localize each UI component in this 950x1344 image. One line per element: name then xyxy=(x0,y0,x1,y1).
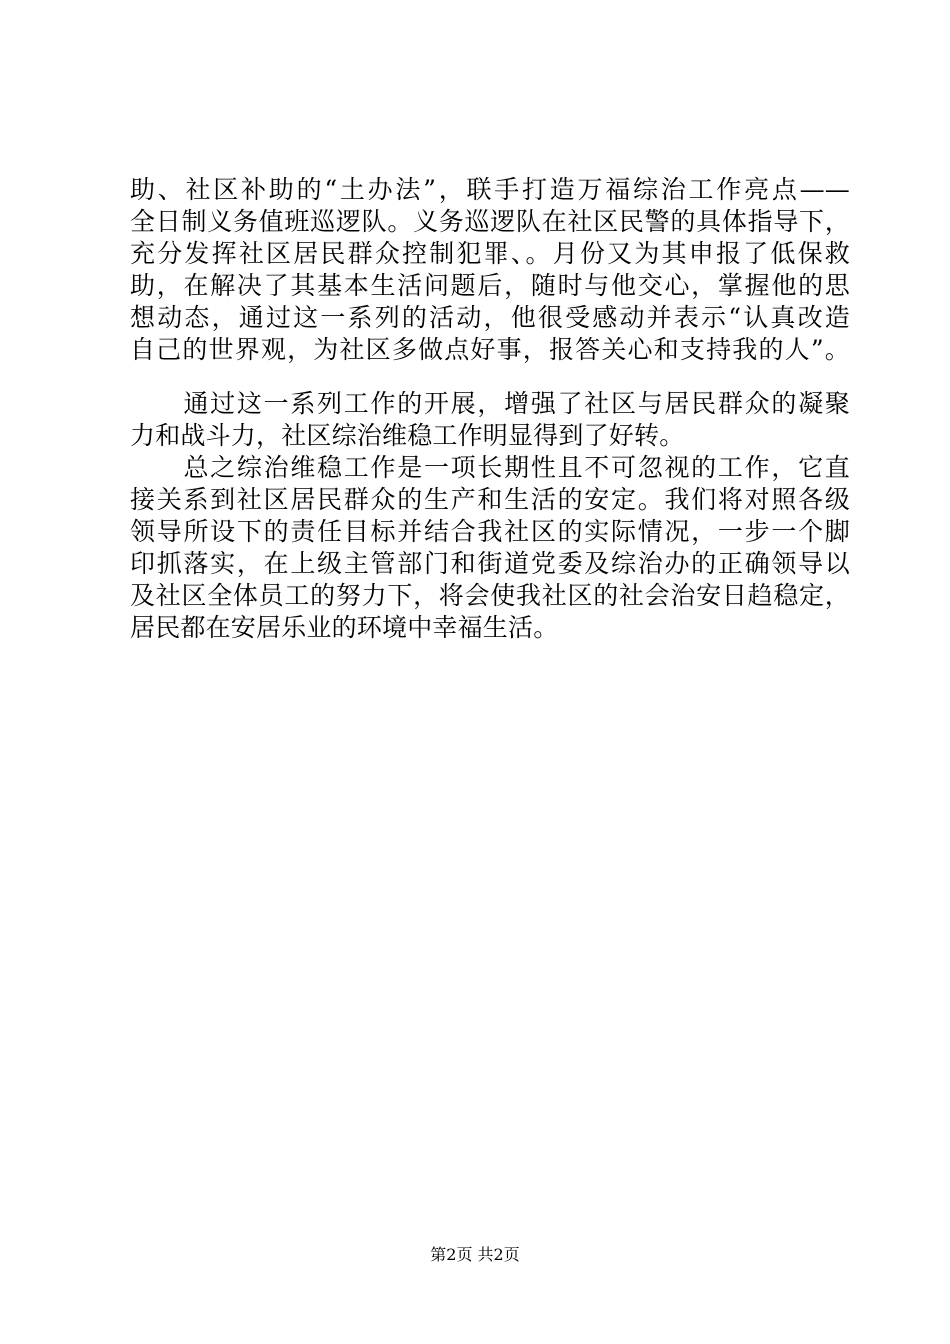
text-line: 助、社区补助的“土办法”，联手打造万福综治工作亮点—— xyxy=(130,175,850,204)
text-line: 领导所设下的责任目标并结合我社区的实际情况，一步一个脚 xyxy=(130,517,850,546)
text-line: 自己的世界观，为社区多做点好事，报答关心和支持我的人”。 xyxy=(130,335,850,364)
page-footer: 第2页 共2页 xyxy=(430,1245,520,1264)
text-line: 助，在解决了其基本生活问题后，随时与他交心，掌握他的思 xyxy=(130,271,850,300)
text-line: 总之综治维稳工作是一项长期性且不可忽视的工作，它直 xyxy=(130,453,850,482)
text-line: 充分发挥社区居民群众控制犯罪、。月份又为其申报了低保救 xyxy=(130,239,850,268)
text-line: 全日制义务值班巡逻队。义务巡逻队在社区民警的具体指导下， xyxy=(130,207,850,236)
text-line: 通过这一系列工作的开展，增强了社区与居民群众的凝聚 xyxy=(130,389,850,418)
text-line: 及社区全体员工的努力下，将会使我社区的社会治安日趋稳定， xyxy=(130,581,850,610)
text-line: 居民都在安居乐业的环境中幸福生活。 xyxy=(130,613,559,642)
text-line: 力和战斗力，社区综治维稳工作明显得到了好转。 xyxy=(130,421,685,450)
paragraph-gap xyxy=(130,366,850,388)
text-line: 接关系到社区居民群众的生产和生活的安定。我们将对照各级 xyxy=(130,485,850,514)
text-line: 印抓落实，在上级主管部门和街道党委及综治办的正确领导以 xyxy=(130,549,850,578)
document-body xyxy=(130,174,850,644)
text-line: 想动态，通过这一系列的活动，他很受感动并表示“认真改造 xyxy=(130,303,850,332)
